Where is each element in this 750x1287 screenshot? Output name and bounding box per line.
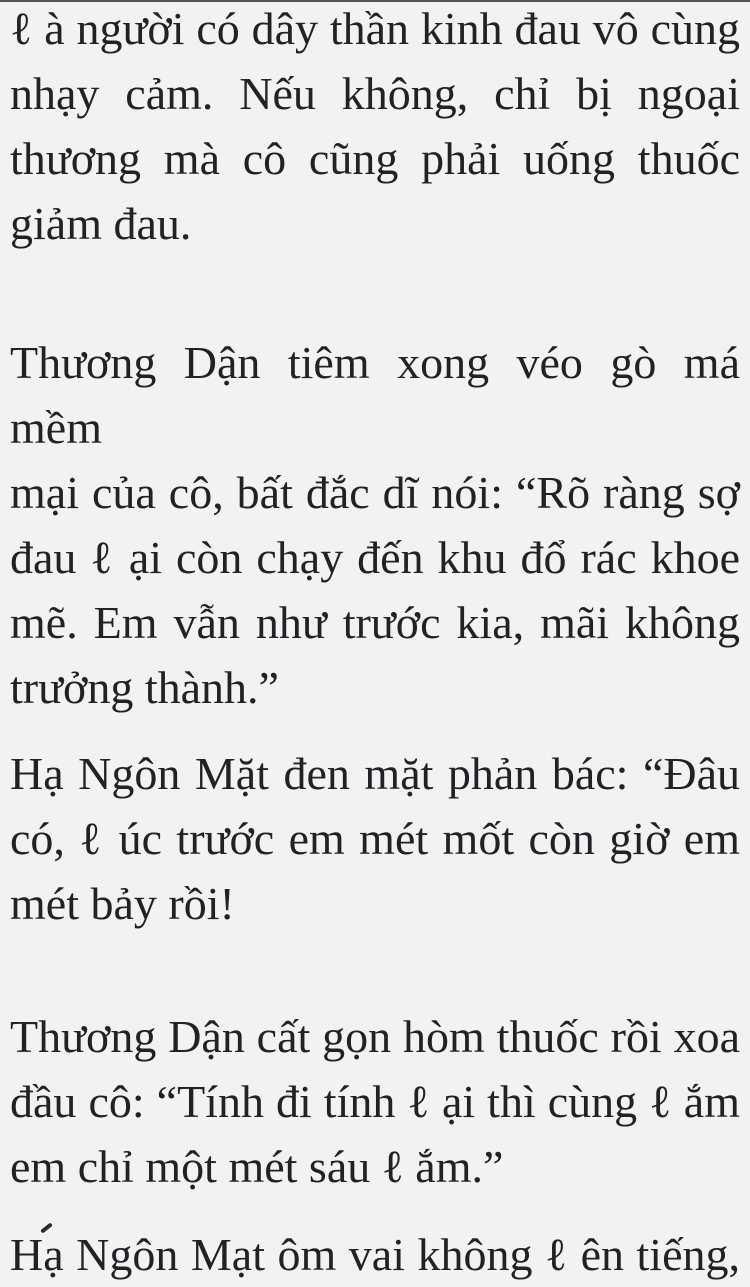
paragraph bbox=[10, 741, 740, 936]
text-line: Thương Dận cất gọn hòm thuốc rồi xoa bbox=[10, 1011, 740, 1062]
text-line: có, ℓ úc trước em mét mốt còn giờ em bbox=[10, 813, 740, 864]
text-line: mại của cô, bất đắc dĩ nói: “Rõ ràng sợ bbox=[10, 467, 740, 518]
paragraph bbox=[10, 330, 740, 720]
text-line: em chỉ một mét sáu ℓ ắm.” bbox=[10, 1141, 504, 1192]
paragraph bbox=[10, 1004, 740, 1199]
text-line: giảm đau. bbox=[10, 198, 192, 249]
text-line: ℓ à người có dây thần kinh đau vô cùng bbox=[10, 3, 740, 54]
text-line: Hạ Ngôn Mặt đen mặt phản bác: “Đâu bbox=[10, 748, 740, 799]
text-line: mẽ. Em vẫn như trước kia, mãi không bbox=[10, 597, 740, 648]
text-line: trưởng thành.” bbox=[10, 662, 279, 713]
paragraph bbox=[10, 1222, 740, 1287]
text-line: thương mà cô cũng phải uống thuốc bbox=[10, 133, 740, 184]
text-line: Thương Dận tiêm xong véo gò má mềm bbox=[10, 337, 740, 453]
text-line: mét bảy rồi! bbox=[10, 878, 235, 929]
text-line: nhạy cảm. Nếu không, chỉ bị ngoại bbox=[10, 68, 740, 119]
paragraph bbox=[10, 0, 740, 256]
text-line: đầu cô: “Tính đi tính ℓ ại thì cùng ℓ ắm bbox=[10, 1076, 740, 1127]
text-line: Hạ Ngôn Mạt ôm vai không ℓ ên tiếng, bbox=[10, 1229, 740, 1280]
text-line: đau ℓ ại còn chạy đến khu đổ rác khoe bbox=[10, 532, 740, 583]
